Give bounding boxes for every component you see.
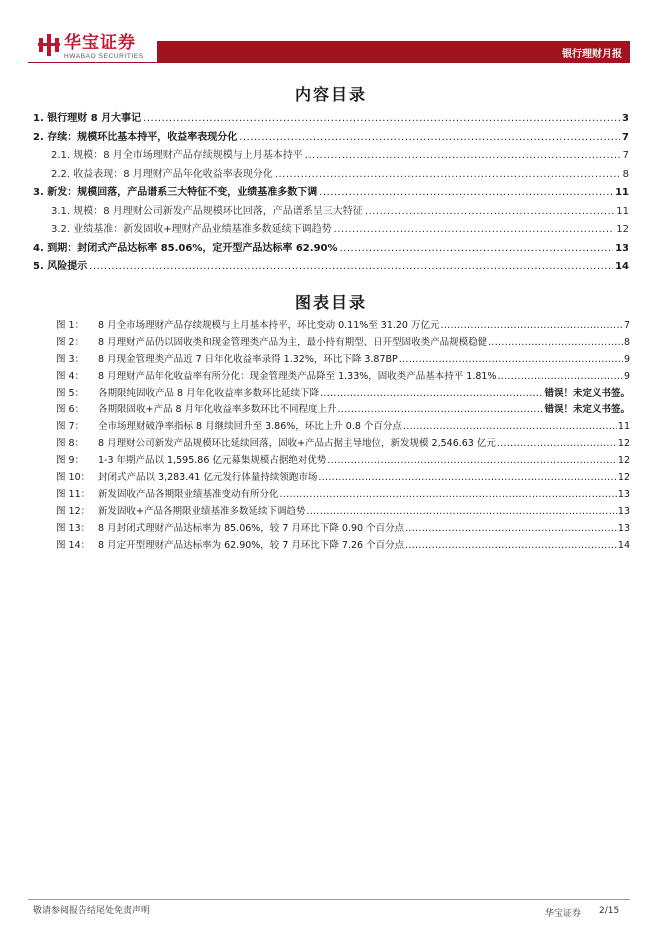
figure-title: 封闭式产品以 3,283.41 亿元发行体量持续领跑市场 <box>98 472 318 484</box>
figure-title: 8 月理财公司新发产品规模环比延续回落，固收+产品占据主导地位，新发规模 2,546.63 亿元 <box>98 438 496 450</box>
figure-leader-dots <box>320 386 543 403</box>
toc-leader-dots <box>334 221 615 240</box>
figure-entry[interactable] <box>56 487 630 504</box>
toc-entry-label: 2.1. 规模：8 月全市场理财产品存续规模与上月基本持平 <box>51 150 303 161</box>
figure-title: 8 月理财产品仍以固收类和现金管理类产品为主，最小持有期型、日开型固收类产品规模稳健 <box>98 336 488 348</box>
toc-leader-dots <box>365 203 614 222</box>
toc-entry[interactable] <box>33 258 629 277</box>
figure-list-title: 图表目录 <box>294 293 367 312</box>
toc-entry-label: 3. 新发：规模回落，产品谱系三大特征不变，业绩基准多数下调 <box>33 187 318 198</box>
toc-entry[interactable] <box>33 240 629 259</box>
disclaimer-link[interactable]: 敬请参阅报告结尾处免责声明 <box>33 906 151 916</box>
figure-page: 9 <box>623 370 630 382</box>
figure-title: 各期限固收+产品 8 月年化收益率多数环比不同程度上升 <box>98 404 337 416</box>
toc-entry[interactable] <box>33 166 629 185</box>
toc-leader-dots <box>305 147 621 166</box>
figure-number: 图 11： <box>56 488 91 500</box>
toc-entry-page: 7 <box>622 131 629 143</box>
logo-chinese-name: 华宝证券 <box>64 33 136 53</box>
page-header <box>0 0 662 70</box>
figure-title: 全市场理财破净率指标 8 月继续回升至 3.86%，环比上升 0.8 个百分点 <box>98 421 402 433</box>
figure-leader-dots <box>338 402 544 419</box>
figure-number: 图 14： <box>56 539 91 551</box>
company-logo <box>38 34 144 61</box>
figure-number: 图 12： <box>56 505 91 517</box>
figure-leader-dots <box>488 335 623 352</box>
toc-leader-dots <box>89 258 613 277</box>
figure-page: 14 <box>617 539 630 551</box>
figure-page: 13 <box>617 522 630 534</box>
figure-leader-dots <box>405 538 617 555</box>
figure-page: 12 <box>617 472 630 484</box>
figure-leader-dots <box>441 318 623 335</box>
figure-number: 图 8： <box>56 438 85 450</box>
figure-number: 图 3： <box>56 353 85 365</box>
figure-leader-dots <box>399 352 623 369</box>
toc-entry-label: 1. 银行理财 8 月大事记 <box>33 113 142 124</box>
toc-leader-dots <box>143 110 620 129</box>
figure-entry[interactable] <box>56 369 630 386</box>
figure-entry[interactable] <box>56 419 630 436</box>
toc-entry[interactable] <box>33 110 629 129</box>
figure-title: 8 月现金管理类产品近 7 日年化收益率录得 1.32%，环比下降 3.87BP <box>98 353 398 365</box>
figure-leader-dots <box>497 436 617 453</box>
figure-number: 图 1： <box>56 320 85 331</box>
toc-entry-label: 3.2. 业绩基准：新发固收+理财产品业绩基准多数延续下调趋势 <box>51 224 332 235</box>
toc-leader-dots <box>340 240 614 259</box>
figure-leader-dots <box>327 453 617 470</box>
figure-list <box>56 318 630 554</box>
toc-entry-label: 4. 到期：封闭式产品达标率 85.06%，定开型产品达标率 62.90% <box>33 242 338 254</box>
toc-entry-label: 2.2. 收益表现：8 月理财产品年化收益率表现分化 <box>51 168 273 180</box>
figure-entry[interactable] <box>56 470 630 487</box>
figure-entry[interactable] <box>56 521 630 538</box>
table-of-contents <box>33 110 629 277</box>
figure-page: 12 <box>617 438 630 450</box>
toc-entry-page: 3 <box>622 113 629 124</box>
footer-divider <box>28 899 630 900</box>
figure-page: 错误！未定义书签。 <box>544 387 630 399</box>
figure-page: 13 <box>617 505 630 517</box>
figure-page: 错误！未定义书签。 <box>544 404 630 416</box>
toc-entry-page: 11 <box>616 205 629 217</box>
page-number: 2/15 <box>599 906 620 916</box>
toc-entry[interactable] <box>33 221 629 240</box>
figure-entry[interactable] <box>56 386 630 403</box>
header-bar <box>157 41 630 63</box>
figure-number: 图 10： <box>56 472 91 484</box>
figure-entry[interactable] <box>56 436 630 453</box>
footer-company-name: 华宝证券 <box>545 909 582 919</box>
figure-page: 9 <box>623 353 630 365</box>
toc-entry-page: 13 <box>615 242 629 254</box>
toc-leader-dots <box>239 129 620 148</box>
toc-entry-page: 11 <box>615 187 629 198</box>
figure-leader-dots <box>318 470 617 487</box>
figure-page: 7 <box>623 320 630 331</box>
figure-number: 图 7： <box>56 421 85 433</box>
figure-title: 8 月定开型理财产品达标率为 62.90%，较 7 月环比下降 7.26 个百分点 <box>98 539 405 551</box>
toc-entry-page: 7 <box>622 150 629 161</box>
figure-entry[interactable] <box>56 318 630 335</box>
toc-entry[interactable] <box>33 129 629 148</box>
figure-leader-dots <box>497 369 622 386</box>
figure-entry[interactable] <box>56 352 630 369</box>
toc-entry-page: 12 <box>616 224 629 235</box>
figure-title: 8 月全市场理财产品存续规模与上月基本持平，环比变动 0.11%至 31.20 万亿元 <box>98 320 440 331</box>
figure-title: 1-3 年期产品以 1,595.86 亿元募集规模占据绝对优势 <box>98 455 327 467</box>
report-type-label: 银行理财月报 <box>562 49 622 60</box>
figure-page: 12 <box>617 455 630 467</box>
figure-number: 图 13： <box>56 522 91 534</box>
toc-leader-dots <box>319 184 613 203</box>
figure-entry[interactable] <box>56 402 630 419</box>
figure-title: 新发固收+产品各期限业绩基准多数延续下调趋势 <box>98 505 306 517</box>
hwabao-logo-icon <box>38 34 60 56</box>
toc-entry-label: 2. 存续：规模环比基本持平，收益率表现分化 <box>33 131 238 143</box>
figure-title: 新发固收产品各期限业绩基准变动有所分化 <box>98 488 279 500</box>
logo-english-name: HWABAO SECURITIES <box>64 53 144 60</box>
figure-entry[interactable] <box>56 453 630 470</box>
toc-entry-label: 5. 风险提示 <box>33 261 88 272</box>
figure-page: 8 <box>623 336 630 348</box>
figure-leader-dots <box>405 521 617 538</box>
toc-entry[interactable] <box>33 203 629 222</box>
figure-leader-dots <box>280 487 617 504</box>
figure-entry[interactable] <box>56 538 630 555</box>
header-divider <box>28 62 630 63</box>
figure-title: 各期限纯固收产品 8 月年化收益率多数环比延续下降 <box>98 387 320 399</box>
figure-leader-dots <box>403 419 617 436</box>
figure-number: 图 5： <box>56 387 85 399</box>
figure-number: 图 2： <box>56 336 85 348</box>
toc-title: 内容目录 <box>294 85 367 104</box>
toc-entry-label: 3.1. 规模：8 月理财公司新发产品规模环比回落，产品谱系呈三大特征 <box>51 205 363 217</box>
toc-entry[interactable] <box>33 147 629 166</box>
figure-entry[interactable] <box>56 504 630 521</box>
figure-title: 8 月封闭式理财产品达标率为 85.06%，较 7 月环比下降 0.90 个百分点 <box>98 522 405 534</box>
figure-number: 图 9： <box>56 455 85 467</box>
figure-title: 8 月理财产品年化收益率有所分化：现金管理类产品降至 1.33%，固收类产品基本持平 1.81% <box>98 370 497 382</box>
toc-entry-page: 14 <box>615 261 629 272</box>
figure-entry[interactable] <box>56 335 630 352</box>
figure-page: 13 <box>617 488 630 500</box>
toc-leader-dots <box>275 166 621 185</box>
toc-entry[interactable] <box>33 184 629 203</box>
toc-entry-page: 8 <box>622 168 629 180</box>
figure-number: 图 6： <box>56 404 85 416</box>
figure-leader-dots <box>306 504 616 521</box>
figure-page: 11 <box>617 421 630 433</box>
figure-number: 图 4： <box>56 370 85 382</box>
